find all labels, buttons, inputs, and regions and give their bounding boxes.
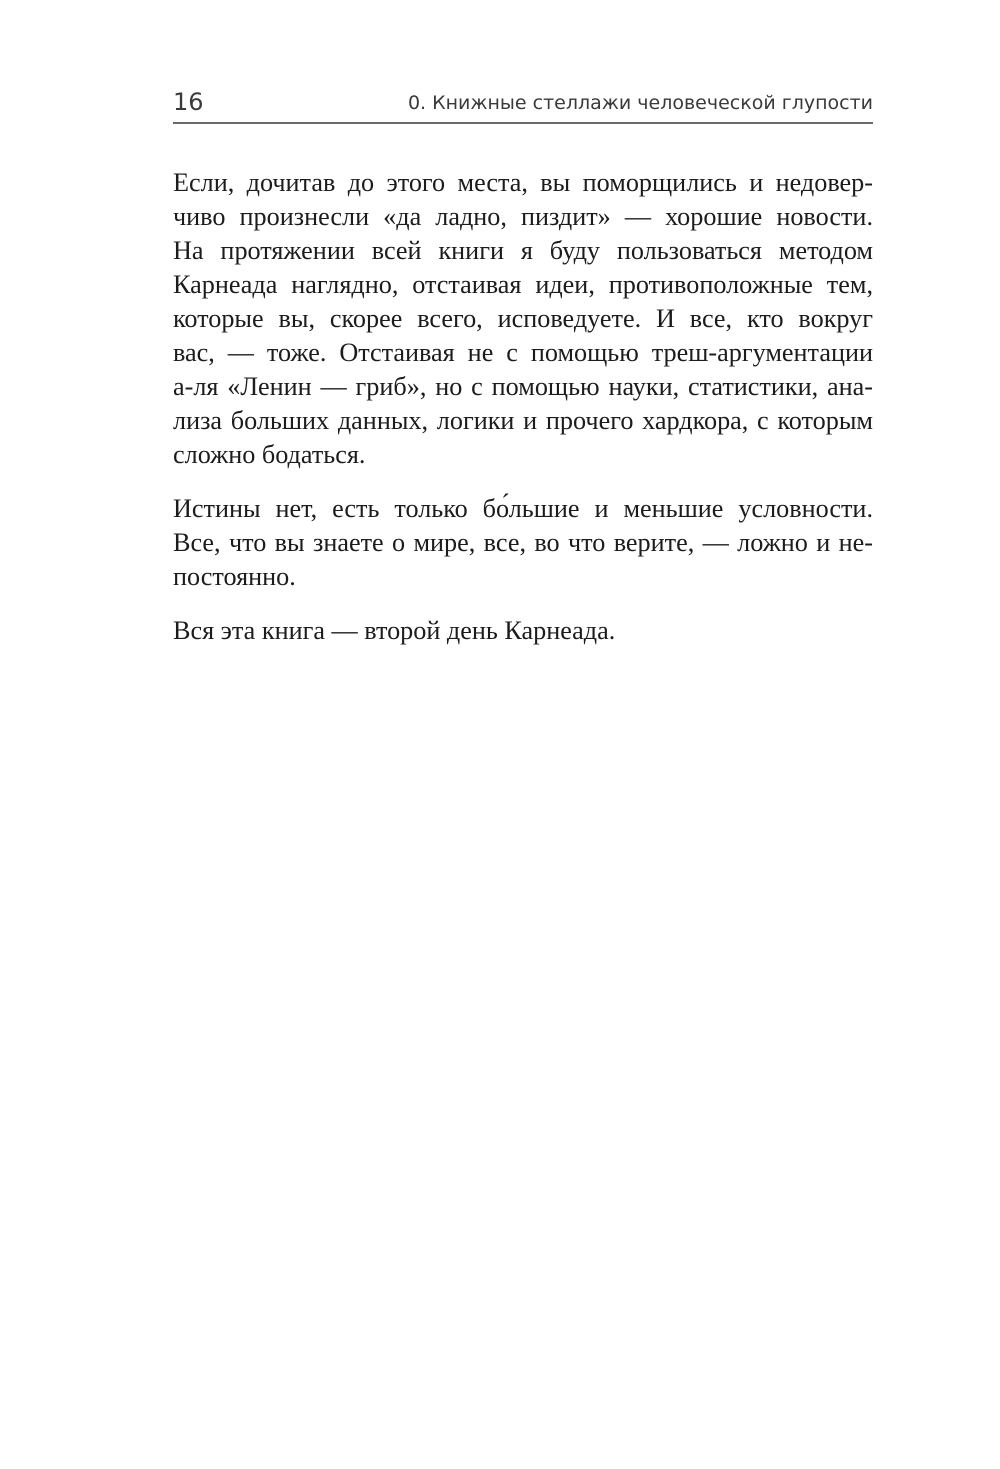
page-number: 16	[173, 88, 204, 116]
text-line: Истины нет, есть только бо́льшие и меньшие условности.	[173, 494, 873, 523]
text-line: чиво произнесли «да ладно, пиздит» — хорошие новости.	[173, 202, 873, 231]
text-line: вас, — тоже. Отстаивая не с помощью треш-аргументации	[173, 338, 873, 367]
text-line: Все, что вы знаете о мире, все, во что верите, — ложно и не-	[173, 528, 873, 557]
text-line: Если, дочитав до этого места, вы поморщились и недовер-	[173, 168, 873, 197]
paragraph-1	[173, 166, 873, 472]
text-line: лиза больших данных, логики и прочего хардкора, с которым	[173, 406, 873, 435]
text-line: постоянно.	[173, 562, 296, 591]
text-line: Вся эта книга — второй день Карнеада.	[173, 616, 616, 645]
paragraph-2	[173, 492, 873, 594]
text-line: сложно бодаться.	[173, 440, 366, 469]
paragraph-3	[173, 614, 873, 648]
running-header	[173, 86, 873, 124]
text-line: которые вы, скорее всего, исповедуете. И все, кто вокруг	[173, 304, 873, 333]
text-line: а-ля «Ленин — гриб», но с помощью науки, статистики, ана-	[173, 372, 873, 401]
chapter-title: 0. Книжные стеллажи человеческой глупости	[407, 92, 873, 114]
text-line: Карнеада наглядно, отстаивая идеи, противоположные тем,	[173, 270, 873, 299]
text-line: На протяжении всей книги я буду пользоваться методом	[173, 236, 873, 265]
body-text	[173, 166, 873, 668]
